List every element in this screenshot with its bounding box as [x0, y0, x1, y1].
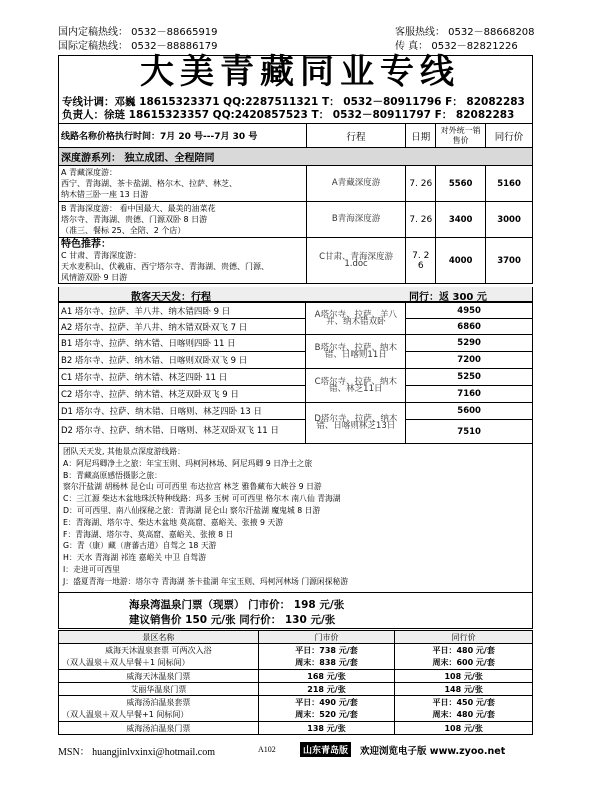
- ticket-peer: 周末：480 元/套: [432, 709, 495, 719]
- scatter-price-b1: 5290: [406, 335, 533, 352]
- ticket-row: [59, 696, 533, 722]
- deep-row-b: B 青海深度游： 看中国最大、最美的油菜花 塔尔寺、青海湖、贵德、门源双卧 8 日游 （准三、餐标 25、全陪、2 个店）: [59, 202, 307, 238]
- other-route-line: 团队天天发, 其他景点深度游线路：: [63, 447, 185, 456]
- ticket-peer: 108 元/张: [395, 722, 533, 735]
- scatter-row-a2: A2 塔尔寺、拉萨、羊八井、纳木错双卧双飞 7 日: [59, 319, 306, 335]
- ticket-peer: 148 元/张: [395, 683, 533, 696]
- deep-date-a: 7. 26: [406, 166, 436, 202]
- route-name-header: 线路名称价格执行时间：7月 20 号---7月 30 号: [59, 124, 307, 148]
- doc-icon-scatter-a[interactable]: A塔尔寺、拉萨、羊八井、纳木错双卧: [306, 303, 406, 335]
- deep-date-c: 7. 2 6: [406, 238, 436, 284]
- ticket-name: 威海天沐温泉套票 可两次入浴: [105, 645, 212, 655]
- service-hotline: 客服热线： 0532－88668208: [395, 27, 535, 38]
- deep-date-b: 7. 26: [406, 202, 436, 238]
- date-header: 日期: [406, 124, 436, 148]
- doc-icon-b[interactable]: B青海深度游: [306, 202, 406, 238]
- deep-row-a: A 青藏深度游： 西宁、青海湖、茶卡盐湖、格尔木、拉萨、林芝、 纳木错三卧一座 13 日游: [59, 166, 307, 202]
- scatter-price-a2: 6860: [406, 319, 533, 335]
- scatter-price-d1: 5600: [406, 403, 533, 420]
- deep-sale-b: 3400: [436, 202, 486, 238]
- ticket-name-sub: （双人温泉＋双人早餐+1 间标间）: [62, 709, 189, 719]
- hotspring-box: [58, 593, 533, 629]
- other-route-line: J：盛夏青海一地游：塔尔寺 青海湖 茶卡盐湖 年宝玉则、玛柯河林场 门源闲探秘游: [63, 576, 349, 586]
- scatter-price-d2: 7510: [406, 420, 533, 444]
- footer-msn: MSN： huangjinlvxinxi@hotmail.com: [58, 747, 215, 758]
- doc-icon-c[interactable]: C甘肃、青海深度游 1.doc: [306, 238, 406, 284]
- ticket-peer: 平日：480 元/套: [432, 645, 495, 655]
- scatter-price-b2: 7200: [406, 352, 533, 369]
- ticket-name: 艾丽华温泉门票: [59, 683, 259, 696]
- other-route-line: F：青海湖、塔尔寺、莫高窟、嘉峪关、张掖 8 日: [63, 529, 234, 539]
- scatter-price-c2: 7160: [406, 386, 533, 403]
- other-route-line: G：青（康）藏（唐蕃古道）自驾之 18 天游: [63, 541, 217, 551]
- footer-tail[interactable]: 欢迎浏览电子版 www.zyoo.net: [360, 746, 506, 757]
- other-route-line: A：阿尼玛卿净土之旅：年宝玉则、玛柯河林场、阿尼玛卿 9 日净土之旅: [63, 458, 313, 468]
- ticket-table: [58, 630, 533, 735]
- ticket-market: 218 元/张: [258, 683, 395, 696]
- page-title: 大美青藏同业专线: [140, 52, 460, 92]
- ticket-market: 周末：520 元/套: [295, 709, 358, 719]
- route-table: [58, 123, 533, 284]
- other-route-line: E：青海湖、塔尔寺、柴达木盆地 莫高窟、嘉峪关、张掖 9 天游: [63, 517, 284, 527]
- scatter-price-c1: 5250: [406, 369, 533, 386]
- hotspring-line-1: 海泉湾温泉门票（现票） 门市价： 198 元/张: [129, 599, 345, 611]
- ticket-market: 周末：838 元/套: [295, 657, 358, 667]
- scatter-row-d2: D2 塔尔寺、拉萨、纳木错、日喀则、林芝双卧双飞 11 日: [59, 420, 306, 444]
- scatter-row-b2: B2 塔尔寺、拉萨、纳木错、日喀则双卧双飞 9 日: [59, 352, 306, 369]
- sale-price-header: 对外统一销售价: [436, 124, 486, 148]
- ticket-name: 威海汤泊温泉套票: [126, 697, 191, 707]
- other-route-line: D：可可西里、南八仙探秘之旅：青海湖 昆仑山 察尔汗盐湖 魔鬼城 8 日游: [63, 505, 321, 515]
- doc-icon-a[interactable]: A青藏深度游: [306, 166, 406, 202]
- scatter-row-d1: D1 塔尔寺、拉萨、纳木错、日喀则、林芝四卧 13 日: [59, 403, 306, 420]
- doc-icon-scatter-d[interactable]: D塔尔寺、拉萨、纳木错、日喀则林芝13日: [306, 403, 406, 444]
- ticket-market: 平日：490 元/套: [295, 697, 358, 707]
- ticket-head-peer: 同行价: [395, 631, 533, 644]
- deep-sale-a: 5560: [436, 166, 486, 202]
- ticket-peer: 108 元/张: [395, 670, 533, 683]
- ticket-market: 平日：738 元/套: [295, 645, 358, 655]
- ticket-row: [59, 670, 533, 683]
- other-route-line: B：青藏高原感悟摄影之旅：: [63, 470, 162, 480]
- hotspring-line-2: 建议销售价 150 元/张 同行价： 130 元/张: [129, 614, 336, 626]
- other-route-line: I：走进可可西里: [63, 564, 120, 574]
- footer-brand: 山东青岛版: [300, 742, 351, 757]
- other-route-line: C：三江源 柴达木盆地珠沃特种线路：玛多 玉树 可可西里 格尔木 南八仙 青海湖: [63, 494, 341, 504]
- deep-peer-a: 5160: [486, 166, 533, 202]
- scatter-header: [58, 287, 533, 302]
- ticket-row: [59, 683, 533, 696]
- contact-manager: 负责人：徐琏 18615323357 QQ:2420857523 T： 0532－80911797 F： 82082283: [62, 109, 515, 121]
- ticket-market: 138 元/张: [258, 722, 395, 735]
- scatter-row-a1: A1 塔尔寺、拉萨、羊八井、纳木错四卧 9 日: [59, 303, 306, 319]
- ticket-head-market: 门市价: [258, 631, 395, 644]
- ticket-name-sub: （双人温泉＋双人早餐＋1 间标间）: [62, 657, 190, 667]
- deep-row-c: 特色推荐： C 甘肃、青海深度游： 天水麦积山、伏羲庙、西宁塔尔寺、青海湖、贵德、门源、 风情游双卧 9 日游: [59, 238, 307, 284]
- deep-peer-c: 3700: [486, 238, 533, 284]
- footer-page: A102: [258, 745, 276, 754]
- domestic-hotline: 国内定稿热线： 0532－88665919: [58, 27, 218, 38]
- other-route-line: 察尔汗盐湖 胡杨林 昆仑山 可可西里 布达拉宫 林芝 雅鲁藏布大峡谷 9 日游: [63, 482, 322, 492]
- scatter-header-right: 同行：返 300 元: [409, 292, 487, 303]
- scatter-price-a1: 4950: [406, 303, 533, 319]
- scatter-row-c2: C2 塔尔寺、拉萨、纳木错、林芝双卧双飞 9 日: [59, 386, 306, 403]
- itinerary-header: 行程: [306, 124, 406, 148]
- other-routes-box: [58, 443, 533, 593]
- ticket-peer: 平日：450 元/套: [432, 697, 495, 707]
- deep-sale-c: 4000: [436, 238, 486, 284]
- deep-tour-section: 深度游系列： 独立成团、全程陪同: [59, 148, 533, 166]
- ticket-row: [59, 722, 533, 735]
- scatter-header-left: 散客天天发：行程: [131, 292, 211, 303]
- ticket-head-name: 景区名称: [59, 631, 259, 644]
- ticket-name: 威海汤泊温泉门票: [59, 722, 259, 735]
- scatter-table: [58, 302, 533, 444]
- contact-planner: 专线计调：邓巍 18615323371 QQ:2287511321 T： 0532－80911796 F： 82082283: [62, 96, 525, 108]
- deep-peer-b: 3000: [486, 202, 533, 238]
- doc-icon-scatter-c[interactable]: C塔尔寺、拉萨、纳木错、林芝11日: [306, 369, 406, 403]
- ticket-row: [59, 644, 533, 670]
- ticket-peer: 周末：600 元/套: [432, 657, 495, 667]
- peer-price-header: 同行价: [486, 124, 533, 148]
- intl-hotline: 国际定稿热线： 0532－88886179: [58, 41, 218, 52]
- ticket-market: 168 元/张: [258, 670, 395, 683]
- ticket-name: 威海天沐温泉门票: [59, 670, 259, 683]
- other-route-line: H：天水 青海湖 祁连 嘉峪关 中卫 自驾游: [63, 553, 207, 563]
- scatter-row-b1: B1 塔尔寺、拉萨、纳木错、日喀则四卧 11 日: [59, 335, 306, 352]
- doc-icon-scatter-b[interactable]: B塔尔寺、拉萨、纳木错、日喀则11日: [306, 335, 406, 369]
- scatter-row-c1: C1 塔尔寺、拉萨、纳木错、林芝四卧 11 日: [59, 369, 306, 386]
- fax-line: 传 真： 0532－82821226: [395, 41, 518, 52]
